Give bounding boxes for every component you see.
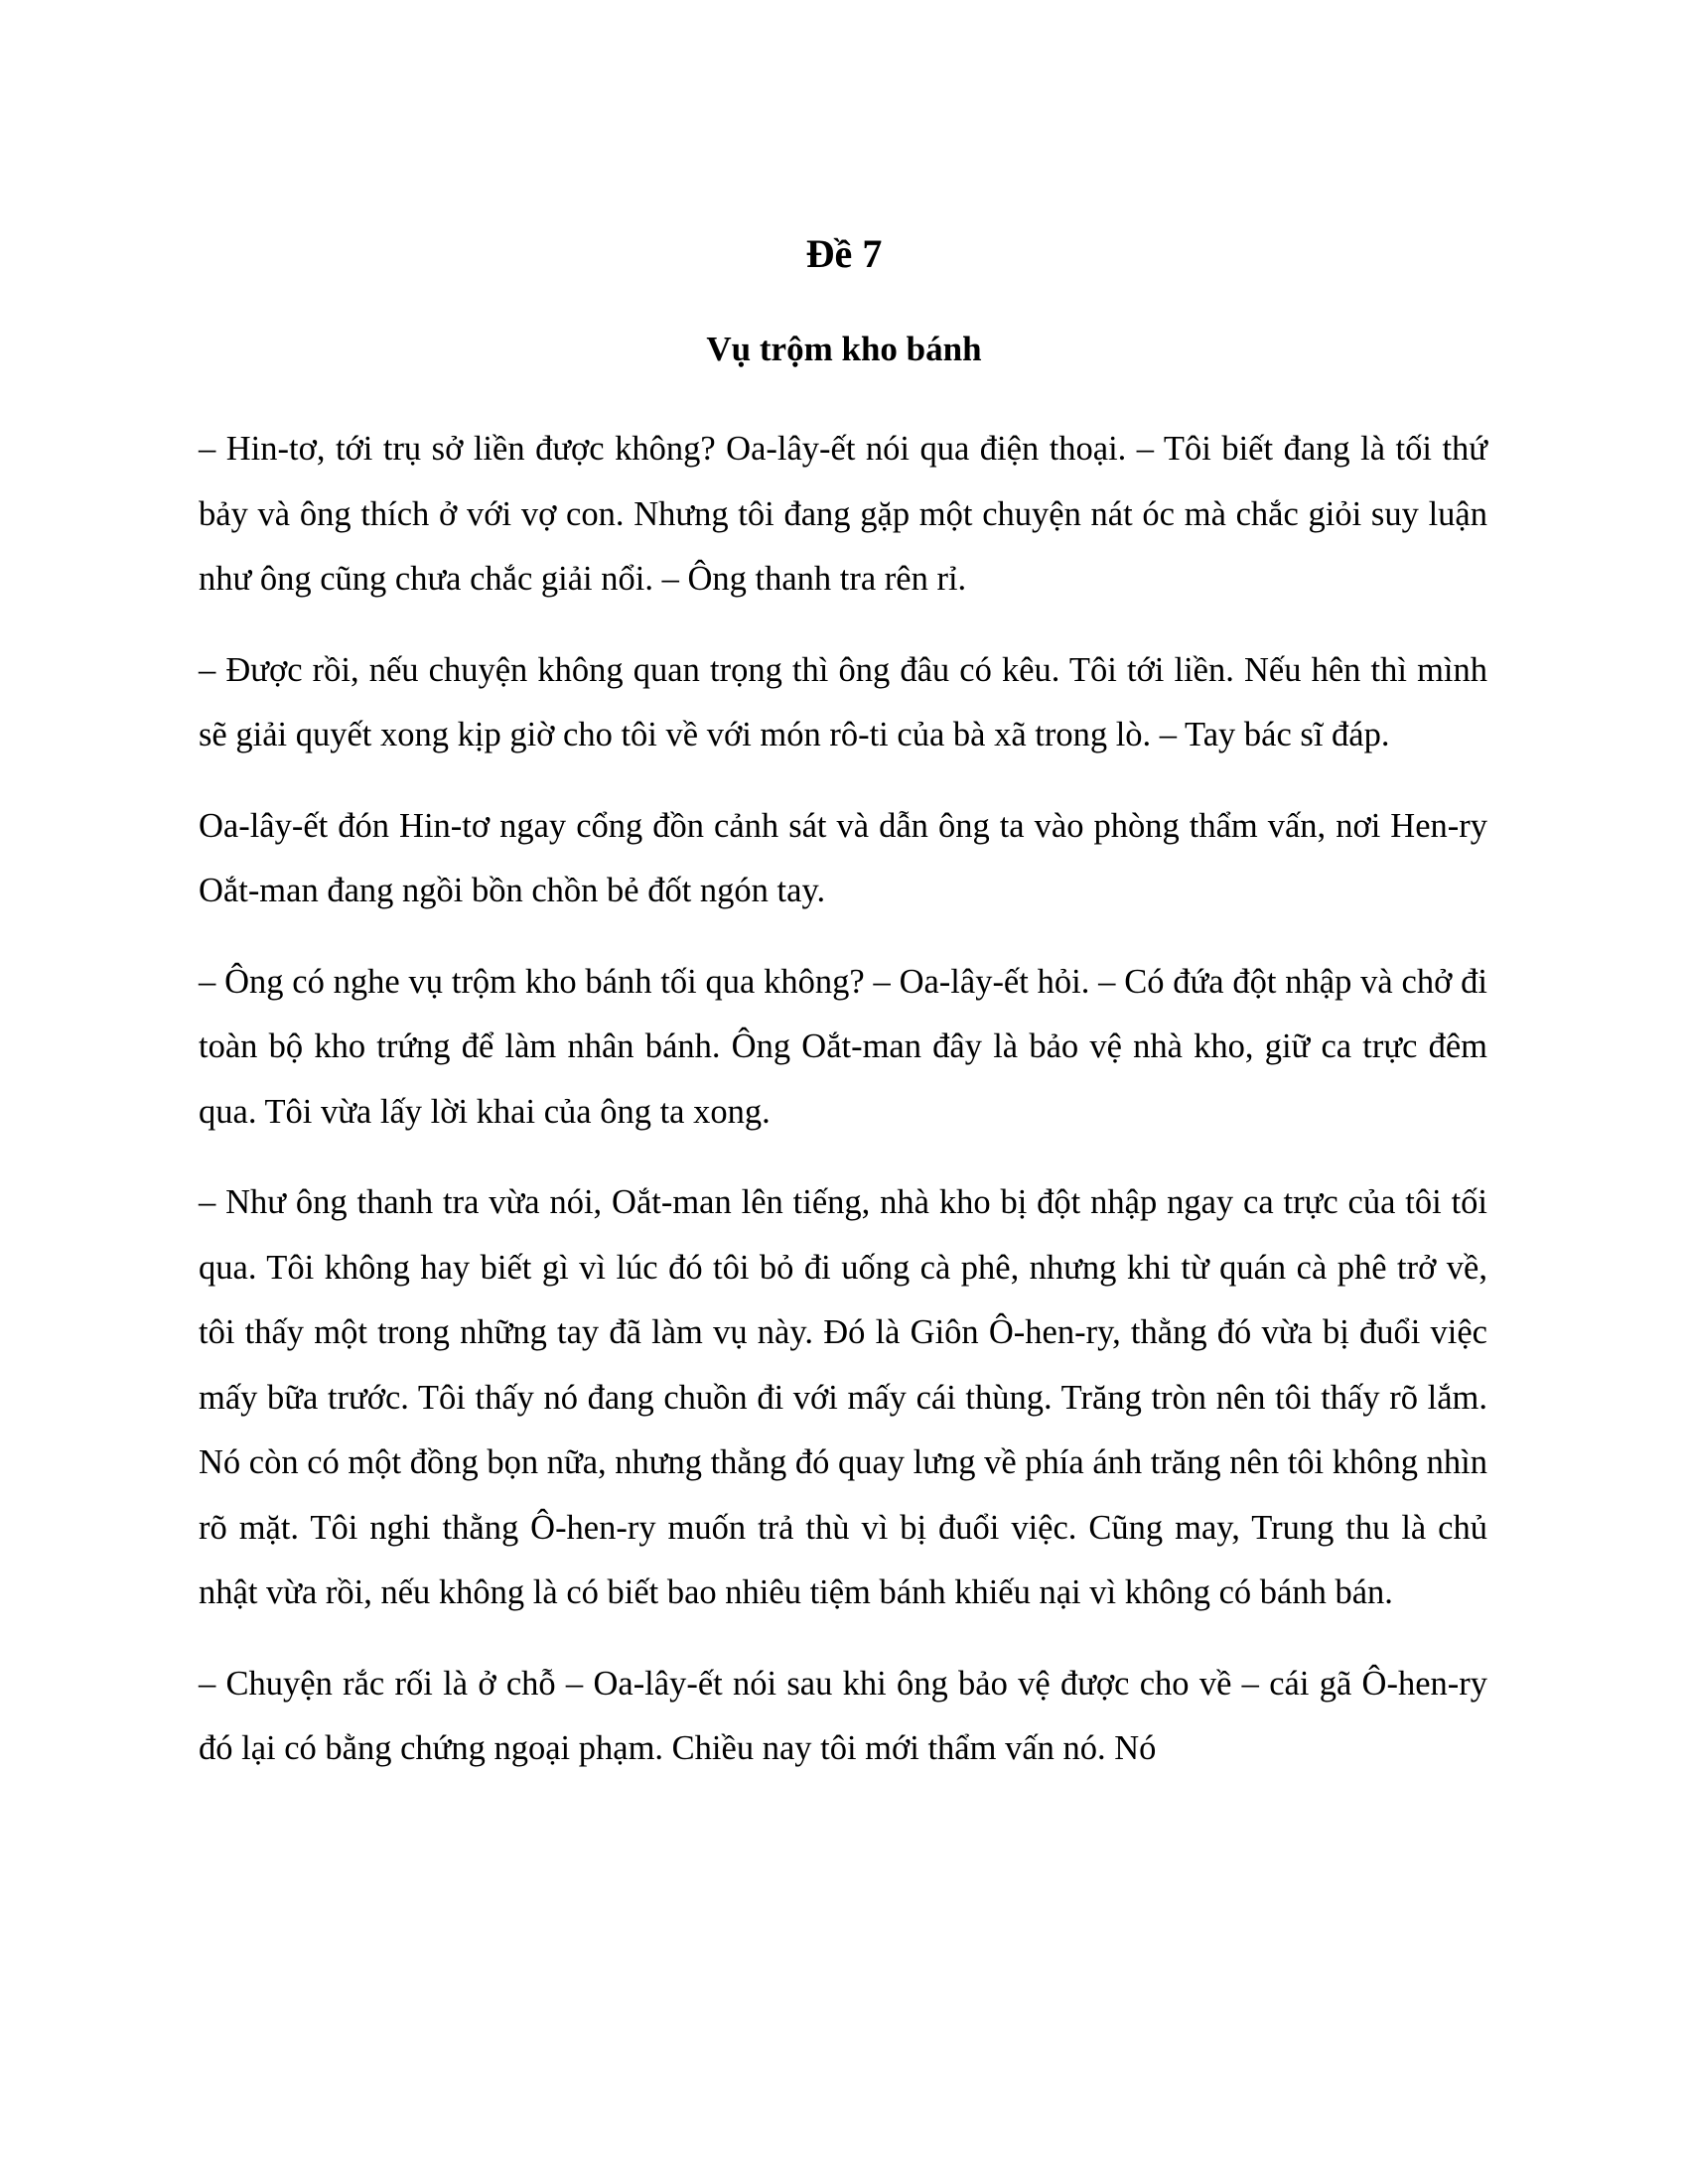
page-title: Đề 7 <box>805 231 883 276</box>
paragraph: – Được rồi, nếu chuyện không quan trọng thì ông đâu có kêu. Tôi tới liền. Nếu hên thì mình sẽ giải quyết xong kịp giờ cho tôi về với món rô-ti của bà xã trong lò. – Tay bác sĩ đáp. <box>199 650 1487 753</box>
story-title: Vụ trộm kho bánh <box>706 330 982 368</box>
paragraph: – Chuyện rắc rối là ở chỗ – Oa-lây-ết nói sau khi ông bảo vệ được cho về – cái gã Ô-hen-ry đó lại có bằng chứng ngoại phạm. Chiều nay tôi mới thẩm vấn nó. Nó <box>199 1664 1487 1767</box>
paragraph: – Như ông thanh tra vừa nói, Oắt-man lên tiếng, nhà kho bị đột nhập ngay ca trực của tôi tối qua. Tôi không hay biết gì vì lúc đó tôi bỏ đi uống cà phê, nhưng khi từ quán cà phê trở về, tôi thấy một trong những tay đã làm vụ này. Đó là Giôn Ô-hen-ry, thằng đó vừa bị đuổi việc mấy bữa trước. Tôi thấy nó đang chuồn đi với mấy cái thùng. Trăng tròn nên tôi thấy rõ lắm. Nó còn có một đồng bọn nữa, nhưng thằng đó quay lưng về phía ánh trăng nên tôi không nhìn rõ mặt. Tôi nghi thằng Ô-hen-ry muốn trả thù vì bị đuổi việc. Cũng may, Trung thu là chủ nhật vừa rồi, nếu không là có biết bao nhiêu tiệm bánh khiếu nại vì không có bánh bán. <box>199 1183 1487 1611</box>
paragraph: – Hin-tơ, tới trụ sở liền được không? Oa-lây-ết nói qua điện thoại. – Tôi biết đang là tối thứ bảy và ông thích ở với vợ con. Nhưng tôi đang gặp một chuyện nát óc mà chắc giỏi suy luận như ông cũng chưa chắc giải nổi. – Ông thanh tra rên rỉ. <box>199 430 1487 598</box>
paragraph: – Ông có nghe vụ trộm kho bánh tối qua không? – Oa-lây-ết hỏi. – Có đứa đột nhập và chở đi toàn bộ kho trứng để làm nhân bánh. Ông Oắt-man đây là bảo vệ nhà kho, giữ ca trực đêm qua. Tôi vừa lấy lời khai của ông ta xong. <box>199 962 1487 1131</box>
paragraph: Oa-lây-ết đón Hin-tơ ngay cổng đồn cảnh sát và dẫn ông ta vào phòng thẩm vấn, nơi Hen-ry Oắt-man đang ngồi bồn chồn bẻ đốt ngón tay. <box>199 806 1487 909</box>
story-body <box>199 417 1487 1808</box>
